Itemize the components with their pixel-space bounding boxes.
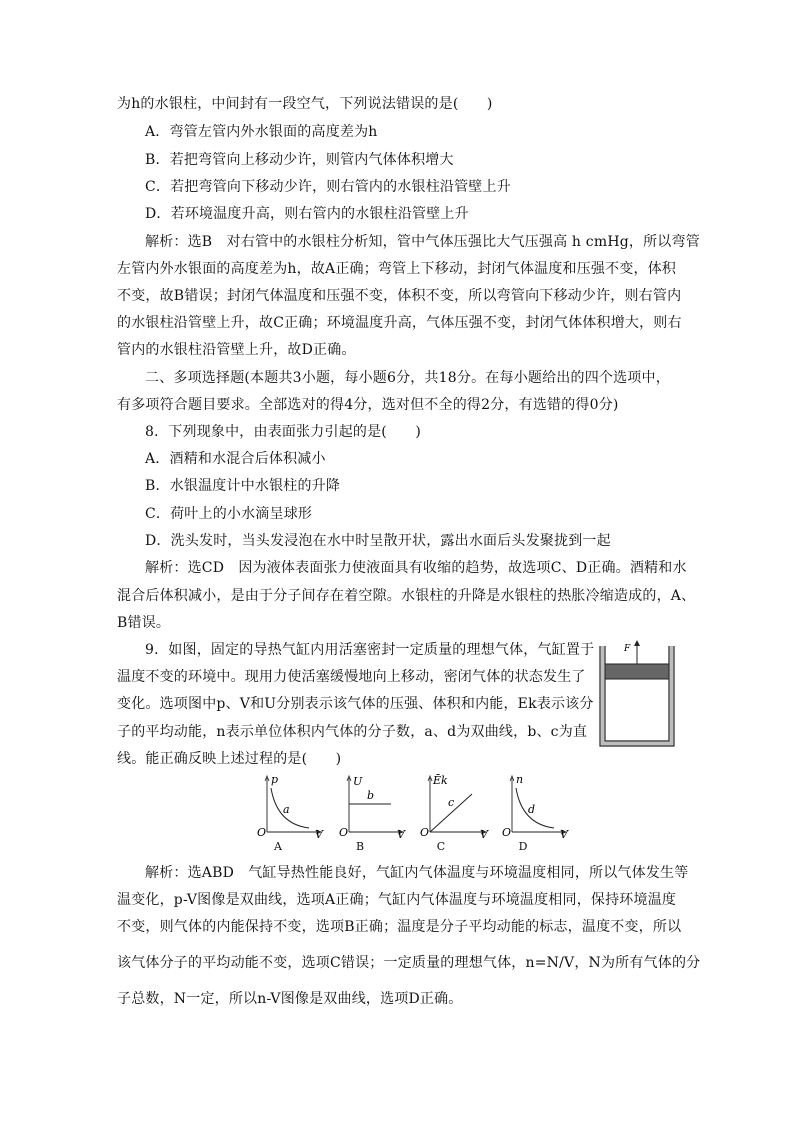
q9-stem-line: 线。能正确反映上述过程的是( ): [117, 751, 342, 767]
q7-analysis-line: 的水银柱沿管壁上升，故C正确；环境温度升高，气体压强不变，封闭气体体积增大，则右: [117, 315, 682, 331]
q9-analysis-line: 子总数，N一定，所以n-V图像是双曲线，选项D正确。: [117, 991, 463, 1007]
q8-stem: 8．下列现象中，由表面张力引起的是( ): [145, 424, 422, 440]
graph-c-caption: C: [436, 840, 446, 853]
graph-c: [420, 774, 490, 838]
q9-analysis-line: 温变化，p-V图像是双曲线，选项A正确；气缸内气体温度与环境温度相同，保持环境温度: [117, 892, 677, 908]
graph-a-origin: O: [257, 826, 267, 838]
graph-d-curve-label: d: [528, 803, 536, 816]
q9-stem-line: 温度不变的环境中。现用力使活塞缓慢地向上移动，密闭气体的状态发生了: [117, 669, 586, 685]
q7-option-b: B．若把弯管向上移动少许，则管内气体体积增大: [145, 152, 454, 168]
q7-option-a: A．弯管左管内外水银面的高度差为h: [145, 124, 378, 140]
q8-analysis-line: 解析：选CD 因为液体表面张力使液面具有收缩的趋势，故选项C、D正确。酒精和水: [145, 560, 687, 576]
q8-analysis-line: B错误。: [117, 615, 171, 631]
q8-option-b: B．水银温度计中水银柱的升降: [145, 478, 341, 494]
q9-analysis-line: 该气体分子的平均动能不变，选项C错误；一定质量的理想气体，n=N/V，N为所有气体的分: [117, 955, 701, 971]
q7-analysis-line: 不变，故B错误；封闭气体温度和压强不变，体积不变，所以弯管向下移动少许，则右管内: [117, 288, 682, 304]
q9-stem-line: 变化。选项图中p、V和U分别表示该气体的压强、体积和内能，Ek表示该分: [117, 696, 594, 712]
q9-analysis-line: 不变，则气体的内能保持不变，选项B正确；温度是分子平均动能的标志，温度不变，所以: [117, 919, 682, 935]
q7-analysis-line: 左管内外水银面的高度差为h，故A正确；弯管上下移动，封闭气体温度和压强不变，体积: [117, 261, 677, 277]
graph-d: [502, 774, 570, 838]
section-heading-cont: 有多项符合题目要求。全部选对的得4分，选对但不全的得2分，有选错的得0分): [117, 397, 619, 413]
q9-stem-line: 子的平均动能，n表示单位体积内气体的分子数，a、d为双曲线，b、c为直: [117, 724, 588, 740]
section-heading: 二、多项选择题(本题共3小题，每小题6分，共18分。在每小题给出的四个选项中，: [145, 370, 670, 386]
graph-d-origin: O: [502, 826, 512, 838]
graph-c-origin: O: [420, 826, 430, 838]
q7-option-d: D．若环境温度升高，则右管内的水银柱沿管壁上升: [145, 206, 469, 222]
graph-c-ylabel: Ēk: [433, 774, 448, 787]
q8-option-a: A．酒精和水混合后体积减小: [145, 451, 326, 467]
graph-b-curve-label: b: [367, 789, 375, 802]
graph-b-origin: O: [339, 826, 349, 838]
graph-d-caption: D: [518, 840, 528, 853]
q7-analysis-line: 管内的水银柱沿管壁上升，故D正确。: [117, 342, 356, 358]
q8-option-d: D．洗头发时，当头发浸泡在水中时呈散开状，露出水面后头发聚拢到一起: [145, 533, 611, 549]
q8-analysis-line: 混合后体积减小，是由于分子间存在着空隙。水银柱的升降是水银柱的热胀冷缩造成的，A、: [117, 588, 696, 604]
q7-option-c: C．若把弯管向下移动少许，则右管内的水银柱沿管壁上升: [145, 179, 511, 195]
q8-option-c: C．荷叶上的小水滴呈球形: [145, 506, 313, 522]
graph-a-ylabel: p: [271, 774, 279, 786]
graph-a-caption: A: [274, 840, 282, 853]
graph-c-curve-label: c: [448, 796, 455, 809]
graph-d-xlabel: V: [560, 828, 568, 838]
graph-b: [339, 774, 407, 838]
piston: [605, 664, 669, 679]
graph-b-ylabel: U: [353, 775, 363, 788]
q7-analysis-line: 解析：选B 对右管中的水银柱分析知，管中气体压强比大气压强高 h cmHg，所以弯管: [145, 234, 700, 250]
graph-b-caption: B: [355, 840, 365, 853]
graph-a: [257, 774, 325, 838]
q9-analysis-line: 解析：选ABD 气缸导热性能良好，气缸内气体温度与环境温度相同，所以气体发生等: [145, 865, 689, 881]
force-label: F: [624, 644, 631, 654]
cylinder-piston-figure: [596, 638, 678, 750]
graph-b-xlabel: V: [397, 828, 405, 838]
q7-stem-tail: 为h的水银柱，中间封有一段空气，下列说法错误的是( ): [117, 96, 493, 112]
q9-stem-line: 9．如图，固定的导热气缸内用活塞密封一定质量的理想气体，气缸置于: [145, 642, 595, 658]
graph-a-xlabel: V: [315, 828, 323, 838]
graph-c-xlabel: V: [480, 828, 488, 838]
graph-d-ylabel: n: [516, 774, 524, 786]
graph-a-curve-label: a: [283, 803, 290, 816]
